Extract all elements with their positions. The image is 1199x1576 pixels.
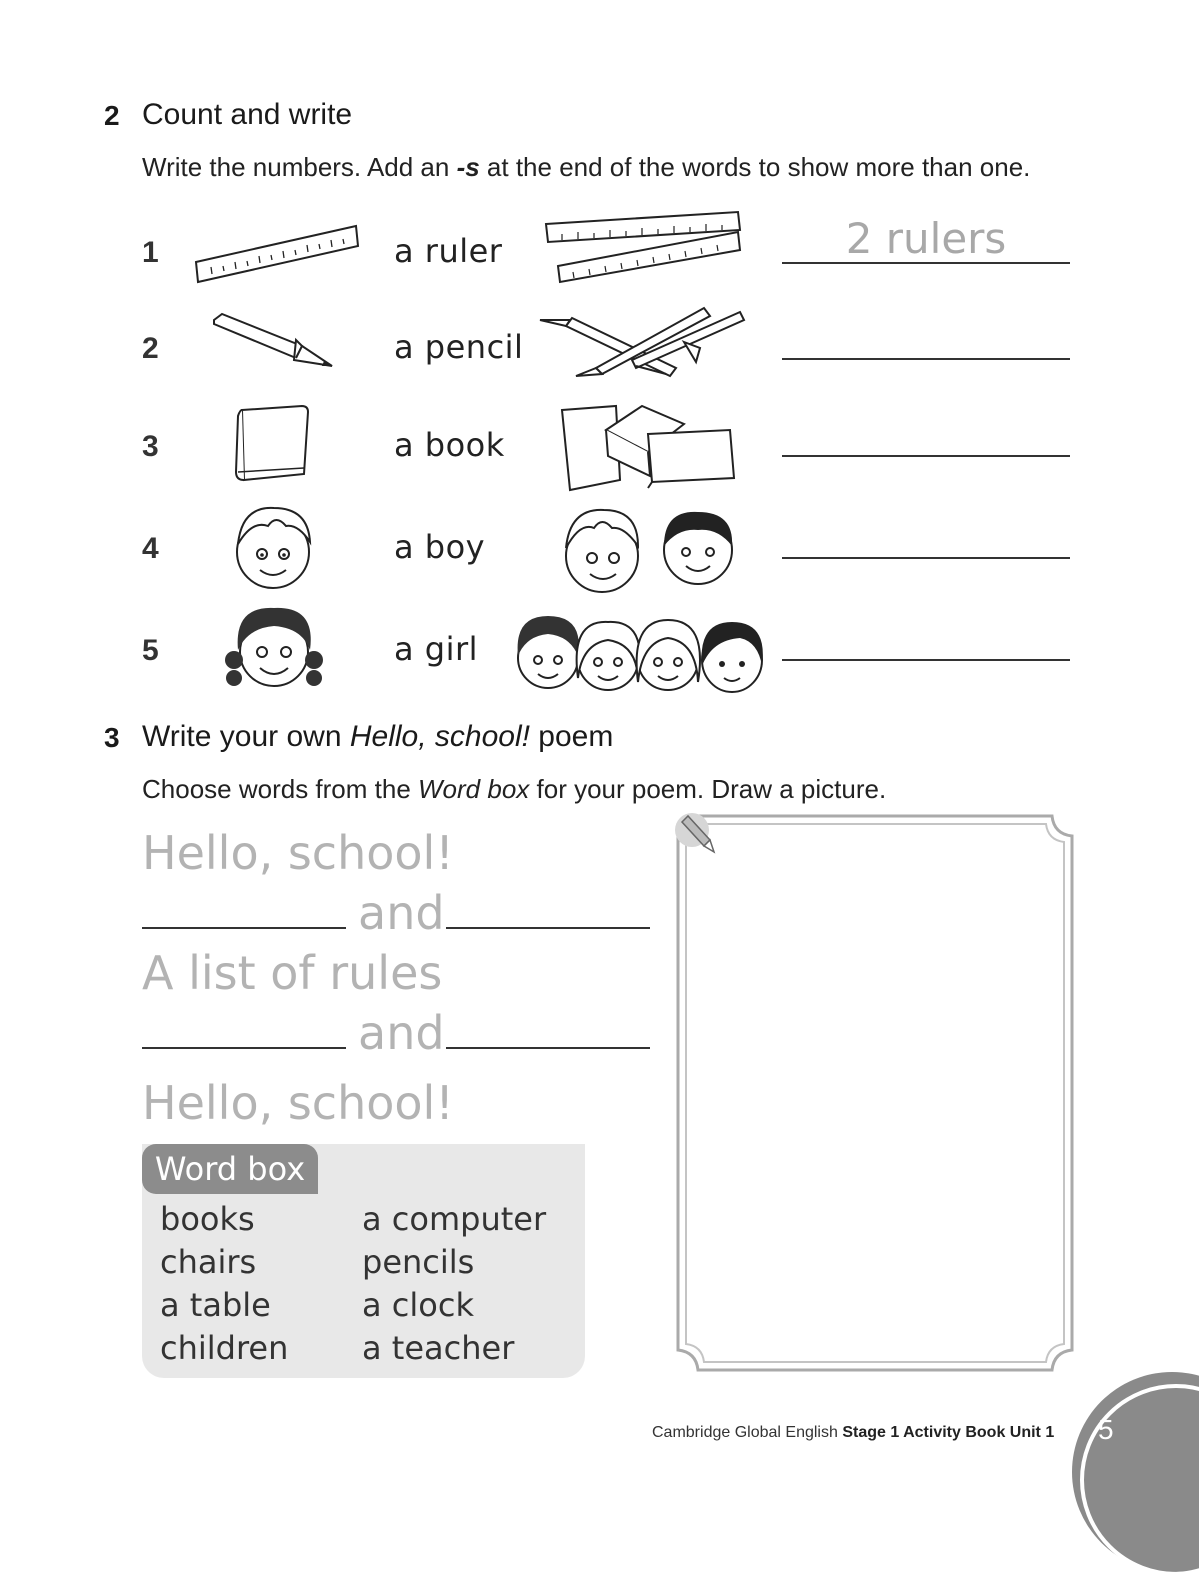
section-2-number: 2 [104, 100, 120, 131]
instruction-emphasis: -s [456, 152, 480, 182]
footer-book: Stage 1 Activity Book Unit 1 [842, 1424, 1055, 1441]
word-box-item: pencils [362, 1243, 475, 1281]
page-number: 5 [1098, 1414, 1114, 1445]
word-box-item: a computer [362, 1200, 547, 1238]
item-word: a book [394, 426, 505, 464]
instruction-text: Choose words from the [142, 774, 419, 804]
four-girls-icon [508, 608, 766, 700]
pencil-icon [674, 812, 716, 856]
drawing-frame[interactable] [672, 810, 1078, 1376]
section-2-instruction [142, 152, 1030, 183]
instruction-text-end: at the end of the words to show more than one. [479, 152, 1031, 182]
ruler-icon [192, 222, 362, 284]
item-word: a ruler [394, 232, 503, 270]
poem-blank[interactable] [446, 1047, 650, 1049]
poem-blank[interactable] [142, 1047, 346, 1049]
answer-line[interactable] [782, 455, 1070, 457]
item-word: a pencil [394, 328, 524, 366]
item-number: 3 [142, 430, 159, 463]
item-number: 2 [142, 332, 159, 365]
poem-line-3: A list of rules [142, 946, 443, 1000]
answer-line[interactable] [782, 358, 1070, 360]
instruction-text-end: for your poem. Draw a picture. [529, 774, 887, 804]
poem-line-5: Hello, school! [142, 1076, 454, 1130]
poem-blank[interactable] [142, 927, 346, 929]
title-text: Write your own [142, 720, 350, 753]
poem-and: and [358, 886, 445, 940]
answer-line[interactable] [782, 557, 1070, 559]
answer-line[interactable] [782, 659, 1070, 661]
boy-face-icon [228, 500, 318, 592]
three-books-icon [556, 400, 740, 494]
title-text-end: poem [529, 720, 614, 753]
girl-face-icon [220, 602, 328, 696]
instruction-emphasis: Word box [418, 774, 530, 804]
poem-line-1: Hello, school! [142, 826, 454, 880]
answer-line[interactable] [782, 262, 1070, 264]
three-pencils-icon [536, 302, 750, 378]
sample-answer-text: 2 rulers [845, 214, 1007, 263]
footer-series: Cambridge Global English [652, 1424, 843, 1441]
title-emphasis: Hello, school! [349, 720, 530, 753]
two-rulers-icon [542, 208, 744, 286]
section-3-title [142, 720, 613, 754]
word-box-item: a table [160, 1286, 271, 1324]
instruction-text: Write the numbers. Add an [142, 152, 457, 182]
book-icon [232, 402, 314, 486]
footer-text [652, 1424, 1054, 1442]
word-box-item: a clock [362, 1286, 474, 1324]
item-word: a boy [394, 528, 486, 566]
section-3-number: 3 [104, 722, 120, 753]
word-box-item: children [160, 1329, 289, 1367]
section-2-title: Count and write [142, 98, 353, 131]
poem-blank[interactable] [446, 927, 650, 929]
word-box-item: books [160, 1200, 255, 1238]
word-box-label: Word box [142, 1144, 318, 1194]
two-boys-icon [558, 500, 742, 600]
word-box-item: a teacher [362, 1329, 515, 1367]
word-box-item: chairs [160, 1243, 257, 1281]
item-number: 5 [142, 634, 159, 667]
item-word: a girl [394, 630, 479, 668]
item-number: 4 [142, 532, 159, 565]
poem-and: and [358, 1006, 445, 1060]
item-number: 1 [142, 236, 159, 269]
answer-sample [782, 214, 1070, 263]
pencil-icon [206, 310, 336, 372]
section-3-instruction [142, 774, 886, 805]
